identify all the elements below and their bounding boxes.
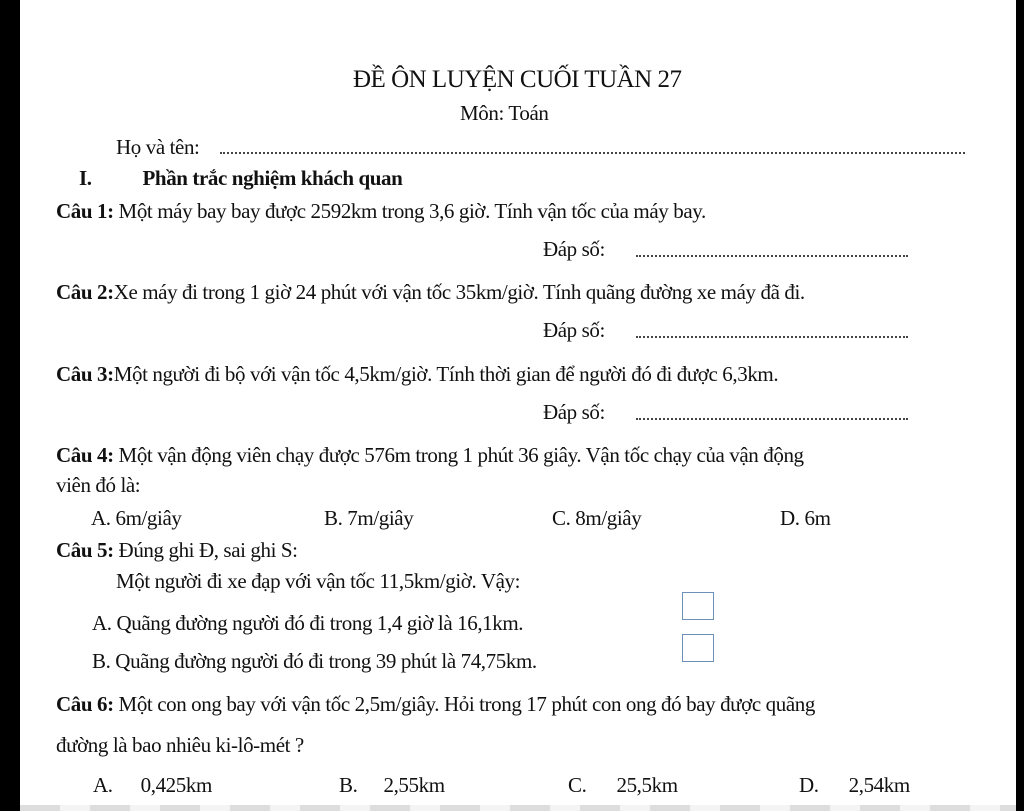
- q4-option-b[interactable]: B. 7m/giây: [324, 506, 414, 530]
- question-4-label: Câu 4:: [56, 443, 114, 467]
- q6-option-d-value: 2,54km: [848, 773, 910, 797]
- question-1-text: Một máy bay bay được 2592km trong 3,6 giờ. Tính vận tốc của máy bay.: [113, 199, 706, 223]
- question-3-text: Một người đi bộ với vận tốc 4,5km/giờ. Tính thời gian để người đó đi được 6,3km.: [113, 362, 779, 386]
- question-4: [56, 443, 804, 468]
- answer-3-label: Đáp số:: [543, 400, 605, 424]
- q6-option-d[interactable]: [799, 773, 910, 798]
- next-page-edge: [20, 805, 1016, 811]
- q6-option-b[interactable]: [339, 773, 445, 798]
- name-label: Họ và tên:: [116, 135, 200, 159]
- q5-answer-box-b[interactable]: [682, 634, 714, 662]
- q4-option-a[interactable]: A. 6m/giây: [91, 506, 182, 530]
- question-2-label: Câu 2:: [56, 280, 114, 304]
- question-6-text: Một con ong bay với vận tốc 2,5m/giây. Hỏi trong 17 phút con ong đó bay được quãng: [113, 692, 815, 716]
- q6-option-a[interactable]: [93, 773, 212, 798]
- name-fill-line[interactable]: [220, 152, 965, 154]
- question-3-label: Câu 3:: [56, 362, 114, 386]
- question-6: [56, 692, 815, 717]
- question-5-intro: Một người đi xe đạp với vận tốc 11,5km/giờ. Vậy:: [116, 569, 521, 593]
- question-5-text: Đúng ghi Đ, sai ghi S:: [113, 538, 298, 562]
- q4-option-c[interactable]: C. 8m/giây: [552, 506, 642, 530]
- q6-option-a-letter: A.: [93, 773, 113, 797]
- answer-1-label: Đáp số:: [543, 237, 605, 261]
- worksheet-page: [20, 0, 1016, 811]
- q5-answer-box-a[interactable]: [682, 592, 714, 620]
- answer-1-line[interactable]: [636, 255, 908, 257]
- q5-statement-a: A. Quãng đường người đó đi trong 1,4 giờ là 16,1km.: [92, 611, 524, 635]
- q6-option-a-value: 0,425km: [140, 773, 212, 797]
- answer-2-line[interactable]: [636, 336, 908, 338]
- question-6-label: Câu 6:: [56, 692, 114, 716]
- answer-2-label: Đáp số:: [543, 318, 605, 342]
- question-1: [56, 199, 706, 224]
- answer-3-line[interactable]: [636, 418, 908, 420]
- q6-option-c-value: 25,5km: [616, 773, 678, 797]
- question-4-text: Một vận động viên chạy được 576m trong 1 phút 36 giây. Vận tốc chạy của vận động: [113, 443, 804, 467]
- section-number: I.: [79, 166, 92, 190]
- question-5-label: Câu 5:: [56, 538, 114, 562]
- q6-option-c[interactable]: [568, 773, 678, 798]
- question-3: [56, 362, 778, 387]
- q4-option-d[interactable]: D. 6m: [780, 506, 831, 530]
- q6-option-b-value: 2,55km: [383, 773, 445, 797]
- q5-statement-b: B. Quãng đường người đó đi trong 39 phút là 74,75km.: [92, 649, 537, 673]
- page-title: ĐỀ ÔN LUYỆN CUỐI TUẦN 27: [353, 66, 682, 93]
- q6-option-c-letter: C.: [568, 773, 587, 797]
- section-heading: [79, 166, 402, 191]
- question-5: [56, 538, 298, 563]
- question-6-text-cont: đường là bao nhiêu ki-lô-mét ?: [56, 733, 304, 757]
- question-2: [56, 280, 805, 305]
- q6-option-b-letter: B.: [339, 773, 358, 797]
- question-2-text: Xe máy đi trong 1 giờ 24 phút với vận tốc 35km/giờ. Tính quãng đường xe máy đã đi.: [113, 280, 805, 304]
- section-title: Phần trắc nghiệm khách quan: [142, 166, 403, 190]
- question-1-label: Câu 1:: [56, 199, 114, 223]
- q6-option-d-letter: D.: [799, 773, 819, 797]
- subject-label: Môn: Toán: [460, 101, 549, 125]
- question-4-text-cont: viên đó là:: [56, 473, 141, 497]
